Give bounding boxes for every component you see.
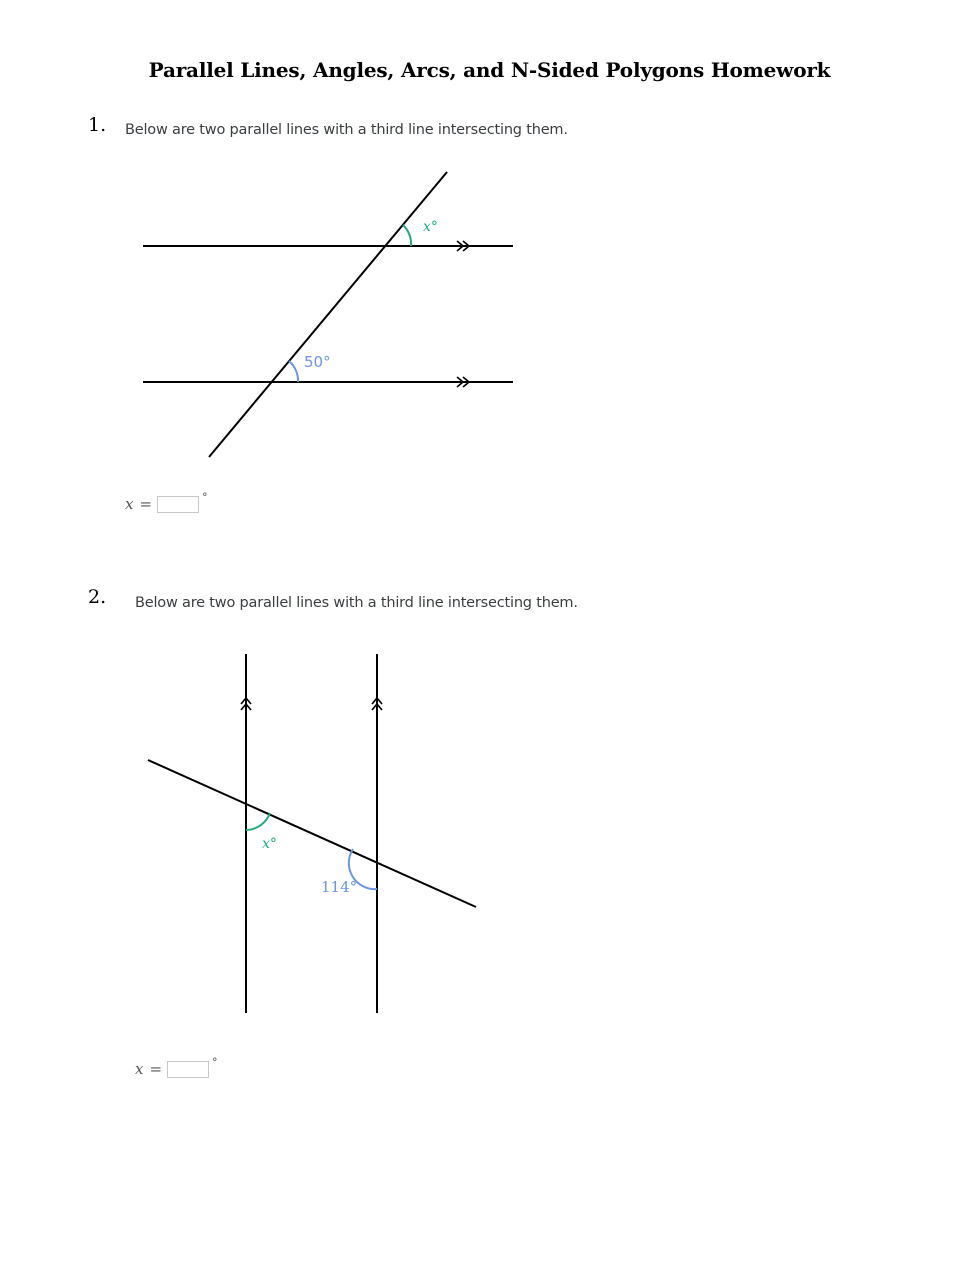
page-title: Parallel Lines, Angles, Arcs, and N-Sided Polygons Homework (148, 58, 831, 82)
q2-unknown-angle-arc (246, 813, 270, 830)
q2-given-angle-label: 114° (321, 878, 358, 896)
q1-answer-variable: x (125, 495, 134, 513)
q1-answer-equals: = (139, 495, 153, 513)
q2-transversal-line (148, 760, 476, 907)
question-1-prompt: Below are two parallel lines with a third line intersecting them. (125, 122, 568, 138)
question-1-number: 1. (88, 114, 107, 136)
q1-answer-degree-unit: ° (202, 490, 208, 504)
q1-unknown-angle-label: x° (423, 219, 438, 235)
q2-unknown-angle-label: x° (262, 836, 277, 852)
q1-given-angle-label: 50° (304, 353, 331, 371)
q2-answer-variable: x (135, 1060, 144, 1078)
question-2-number: 2. (88, 586, 107, 608)
q2-answer-equals: = (149, 1060, 163, 1078)
question-2-answer-row (135, 1055, 218, 1078)
question-2-prompt: Below are two parallel lines with a third line intersecting them. (135, 595, 578, 611)
q2-answer-degree-unit: ° (212, 1055, 218, 1069)
q2-answer-input[interactable] (167, 1061, 209, 1078)
